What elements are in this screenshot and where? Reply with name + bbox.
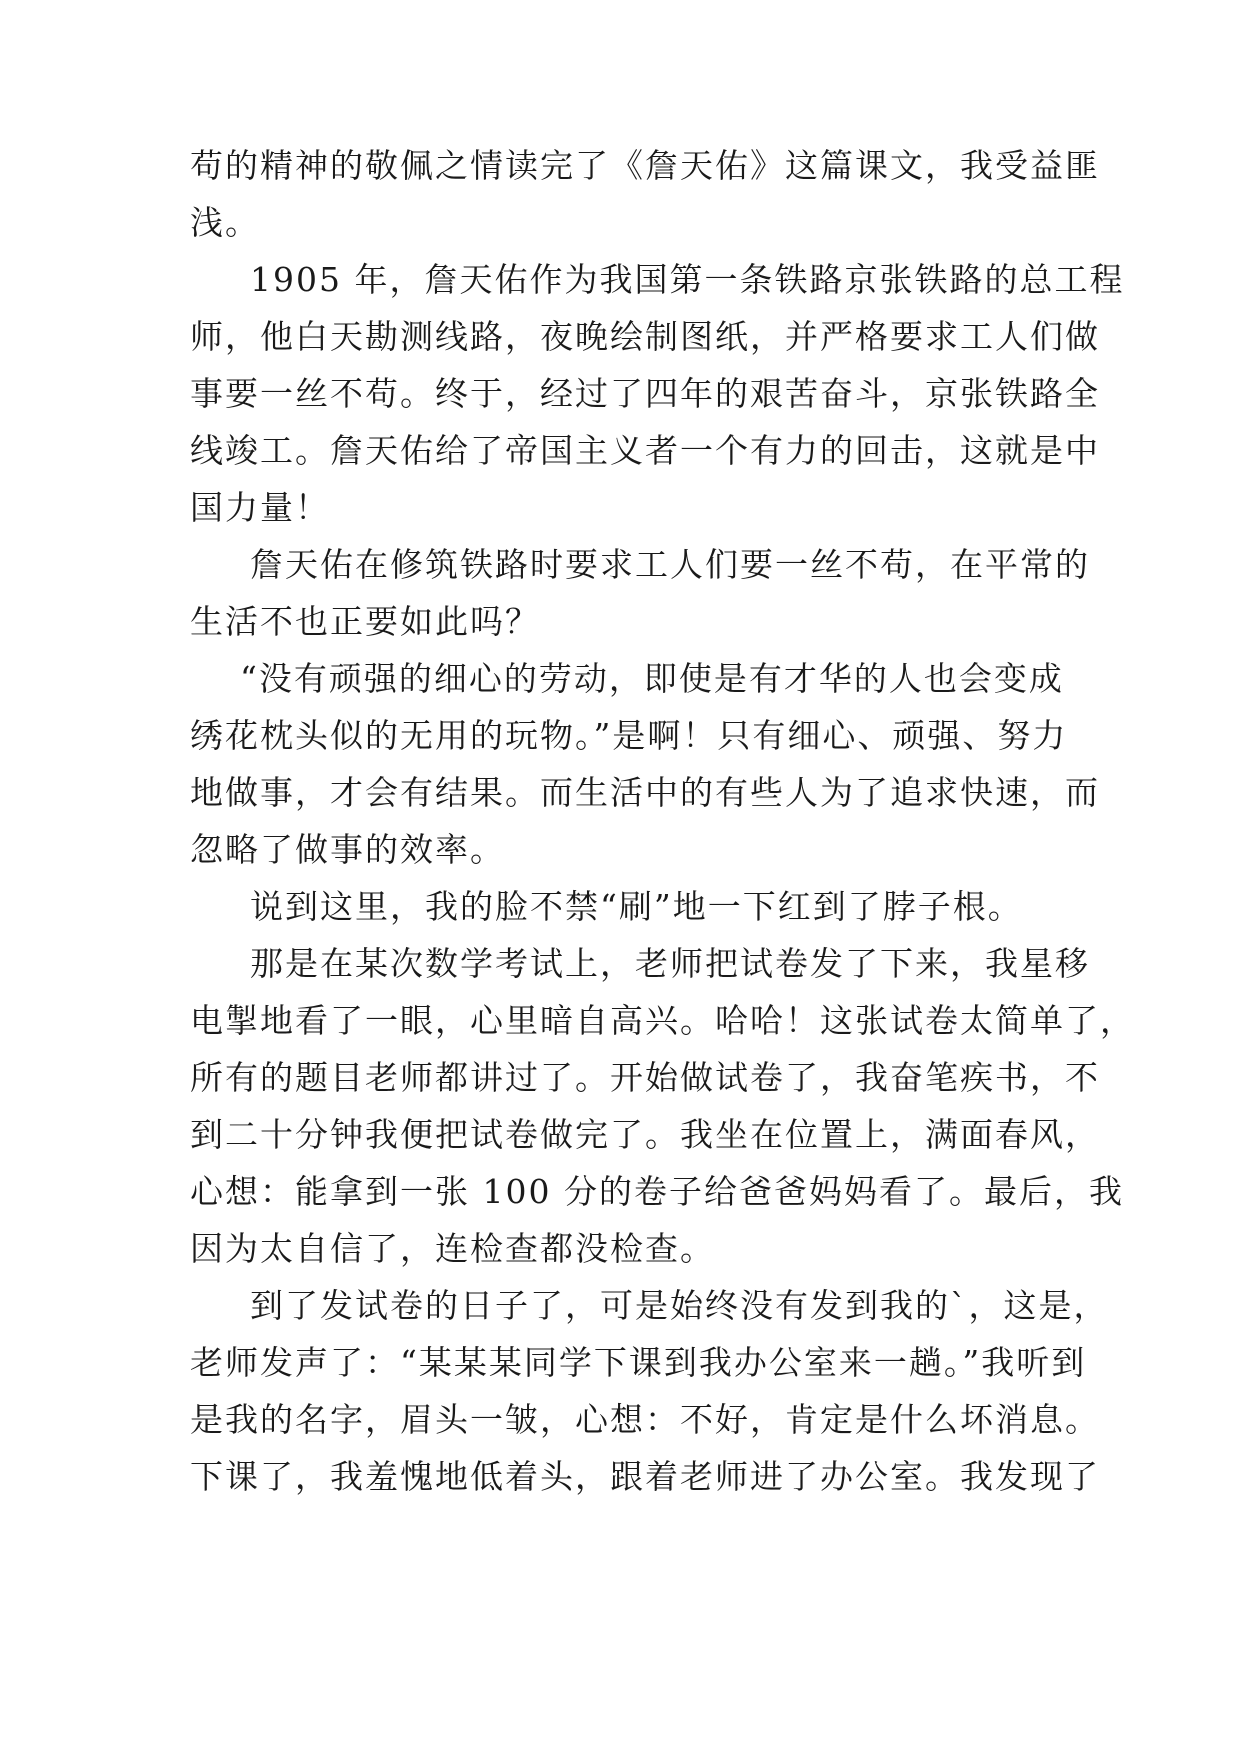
paragraph-first-line: 1905 年，詹天佑作为我国第一条铁路京张铁路的总工程 <box>250 260 1125 299</box>
text-line: 是我的名字，眉头一皱，心想：不好，肯定是什么坏消息。 <box>190 1400 1100 1439</box>
paragraph-first-line: 说到这里，我的脸不禁“刷”地一下红到了脖子根。 <box>250 887 1023 926</box>
text-line: 绣花枕头似的无用的玩物。”是啊！只有细心、顽强、努力 <box>190 716 1068 755</box>
text-line: 电掣地看了一眼，心里暗自高兴。哈哈！这张试卷太简单了， <box>190 1001 1135 1040</box>
text-line: 因为太自信了，连检查都没检查。 <box>190 1229 715 1268</box>
text-line: 老师发声了：“某某某同学下课到我办公室来一趟。”我听到 <box>190 1343 1087 1382</box>
paragraph-first-line: 詹天佑在修筑铁路时要求工人们要一丝不苟，在平常的 <box>250 545 1090 584</box>
text-line: 国力量！ <box>190 488 330 527</box>
text-line: 忽略了做事的效率。 <box>190 830 505 869</box>
text-line: 生活不也正要如此吗？ <box>190 602 540 641</box>
text-line: 地做事，才会有结果。而生活中的有些人为了追求快速，而 <box>190 773 1100 812</box>
paragraph-first-line: 到了发试卷的日子了，可是始终没有发到我的`，这是， <box>250 1286 1109 1325</box>
text-line: 事要一丝不苟。终于，经过了四年的艰苦奋斗，京张铁路全 <box>190 374 1100 413</box>
paragraph-first-line: “没有顽强的细心的劳动，即使是有才华的人也会变成 <box>240 659 1064 698</box>
text-line: 线竣工。詹天佑给了帝国主义者一个有力的回击，这就是中 <box>190 431 1100 470</box>
text-line: 下课了，我羞愧地低着头，跟着老师进了办公室。我发现了 <box>190 1457 1100 1496</box>
text-line: 所有的题目老师都讲过了。开始做试卷了，我奋笔疾书，不 <box>190 1058 1100 1097</box>
text-line: 浅。 <box>190 203 260 242</box>
text-line: 师，他白天勘测线路，夜晚绘制图纸，并严格要求工人们做 <box>190 317 1100 356</box>
text-line: 到二十分钟我便把试卷做完了。我坐在位置上，满面春风， <box>190 1115 1100 1154</box>
text-line: 心想：能拿到一张 100 分的卷子给爸爸妈妈看了。最后，我 <box>190 1172 1124 1211</box>
text-line: 苟的精神的敬佩之情读完了《詹天佑》这篇课文，我受益匪 <box>190 146 1100 185</box>
paragraph-first-line: 那是在某次数学考试上，老师把试卷发了下来，我星移 <box>250 944 1090 983</box>
